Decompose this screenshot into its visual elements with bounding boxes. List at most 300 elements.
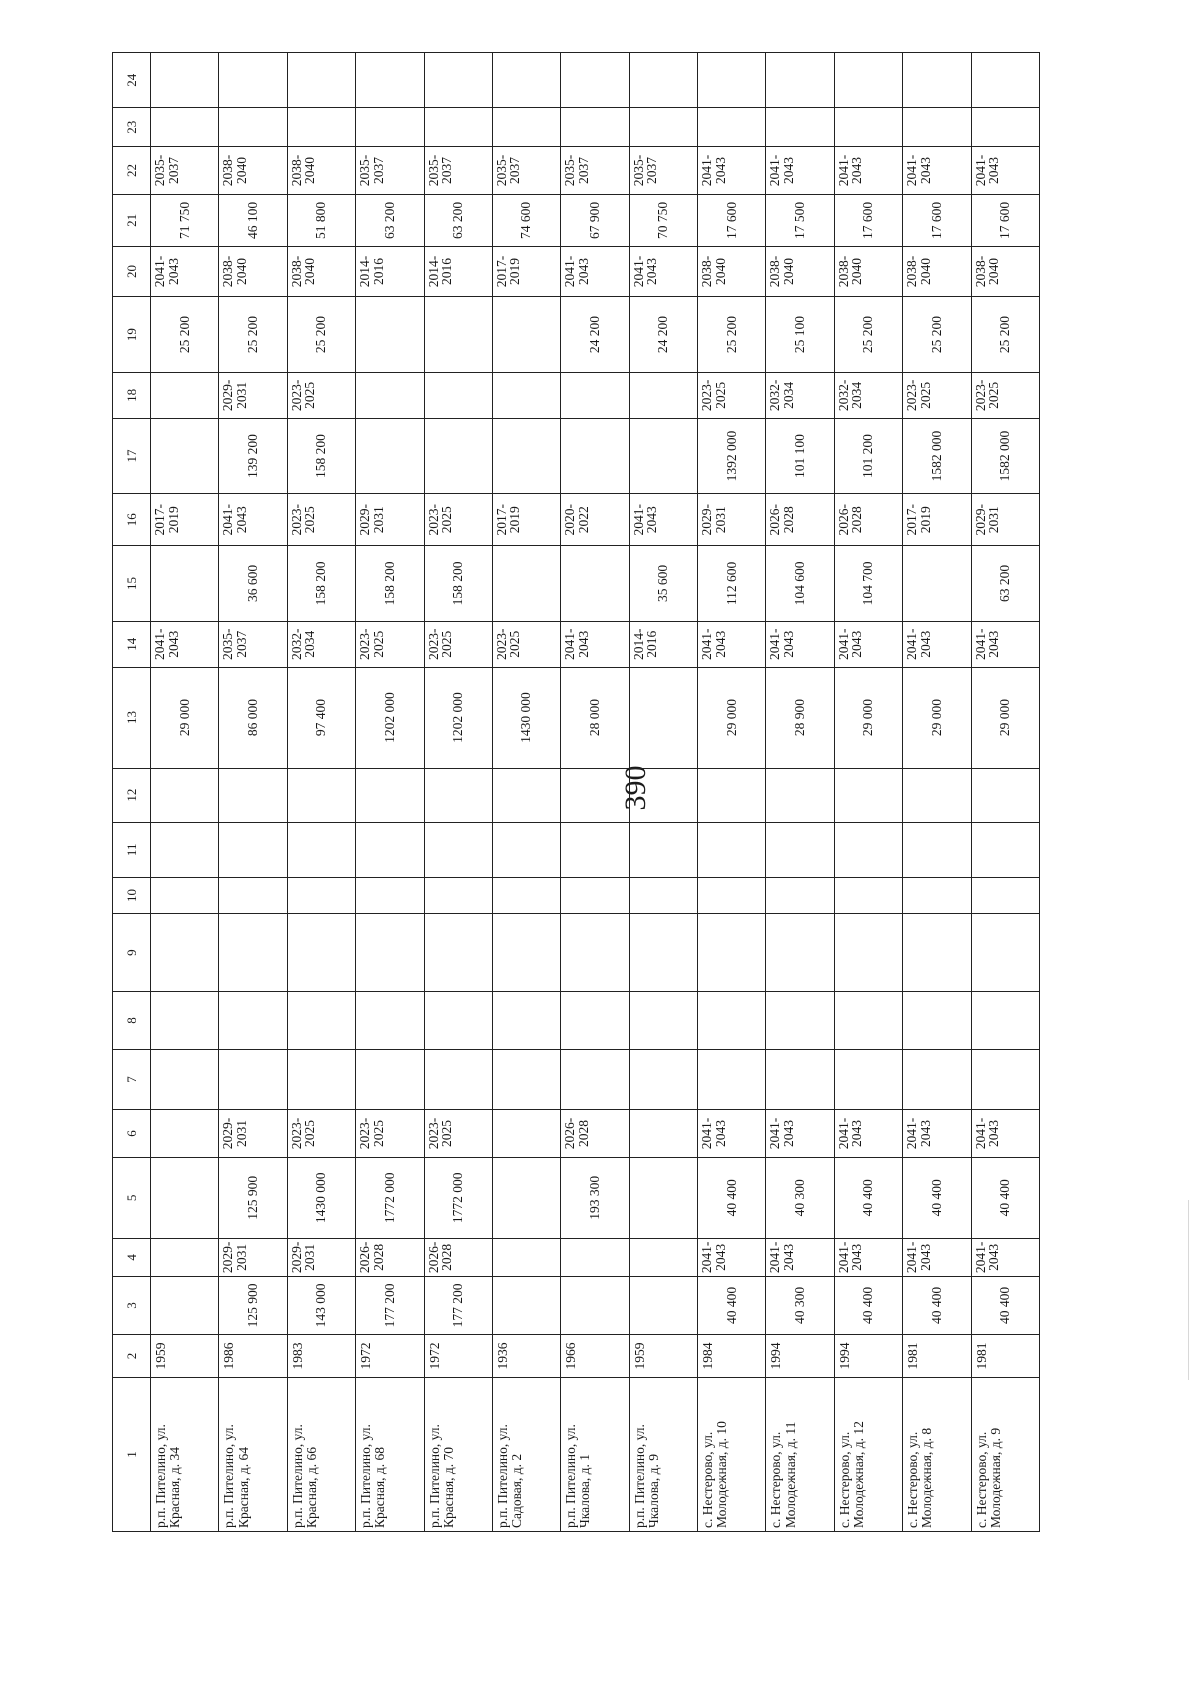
cell-col-11 (903, 822, 971, 877)
column-header-13: 13 (113, 667, 151, 768)
column-header-17: 17 (113, 418, 151, 494)
column-header-11: 11 (113, 822, 151, 877)
cell-col-10 (629, 877, 697, 913)
cell-col-19: 25 100 (766, 297, 834, 373)
cell-col-13: 29 000 (698, 667, 766, 768)
cell-col-19 (492, 297, 560, 373)
cell-col-15: 158 200 (287, 546, 355, 622)
register-table-rotated (112, 52, 1040, 1532)
cell-col-7 (698, 1049, 766, 1109)
cell-col-14: 2041-2043 (698, 621, 766, 667)
cell-col-19: 24 200 (561, 297, 629, 373)
cell-col-10 (492, 877, 560, 913)
cell-col-6: 2023-2025 (424, 1109, 492, 1157)
cell-col-10 (698, 877, 766, 913)
cell-col-20: 2038-2040 (219, 246, 287, 297)
cell-col-2: 1972 (424, 1334, 492, 1377)
address-cell: р.п. Пителино, ул. Красная, д. 68 (356, 1378, 424, 1532)
cell-col-17 (561, 418, 629, 494)
table-row (424, 53, 492, 1532)
cell-col-20: 2041-2043 (151, 246, 219, 297)
cell-col-17 (492, 418, 560, 494)
cell-col-7 (561, 1049, 629, 1109)
cell-col-8 (834, 992, 902, 1050)
cell-col-18 (424, 372, 492, 418)
cell-col-7 (287, 1049, 355, 1109)
cell-col-14: 2023-2025 (356, 621, 424, 667)
capital-repair-register-table (112, 52, 1040, 1532)
cell-col-4: 2041-2043 (971, 1238, 1040, 1276)
cell-col-10 (356, 877, 424, 913)
cell-col-13: 28 900 (766, 667, 834, 768)
address-cell: р.п. Пителино, ул. Красная, д. 34 (151, 1378, 219, 1532)
cell-col-5: 125 900 (219, 1158, 287, 1239)
cell-col-15: 36 600 (219, 546, 287, 622)
table-row (834, 53, 902, 1532)
cell-col-7 (766, 1049, 834, 1109)
cell-col-23 (356, 108, 424, 146)
cell-col-22: 2041-2043 (766, 146, 834, 194)
cell-col-2: 1936 (492, 1334, 560, 1377)
cell-col-22: 2035-2037 (492, 146, 560, 194)
cell-col-24 (834, 53, 902, 108)
cell-col-8 (561, 992, 629, 1050)
cell-col-21: 17 600 (971, 195, 1040, 247)
cell-col-22: 2041-2043 (903, 146, 971, 194)
cell-col-14: 2023-2025 (492, 621, 560, 667)
cell-col-17: 158 200 (287, 418, 355, 494)
cell-col-23 (629, 108, 697, 146)
cell-col-9 (971, 914, 1040, 992)
cell-col-17: 1392 000 (698, 418, 766, 494)
cell-col-20: 2038-2040 (903, 246, 971, 297)
cell-col-24 (561, 53, 629, 108)
cell-col-22: 2035-2037 (629, 146, 697, 194)
cell-col-16: 2029-2031 (698, 494, 766, 546)
cell-col-12 (424, 768, 492, 822)
table-row (561, 53, 629, 1532)
cell-col-11 (766, 822, 834, 877)
cell-col-11 (834, 822, 902, 877)
cell-col-3: 40 400 (971, 1277, 1040, 1335)
cell-col-8 (287, 992, 355, 1050)
table-row (151, 53, 219, 1532)
cell-col-21: 71 750 (151, 195, 219, 247)
cell-col-9 (424, 914, 492, 992)
cell-col-16: 2041-2043 (629, 494, 697, 546)
cell-col-22: 2038-2040 (287, 146, 355, 194)
cell-col-17 (151, 418, 219, 494)
cell-col-3: 40 400 (903, 1277, 971, 1335)
cell-col-23 (698, 108, 766, 146)
cell-col-9 (287, 914, 355, 992)
cell-col-22: 2041-2043 (834, 146, 902, 194)
cell-col-24 (971, 53, 1040, 108)
cell-col-24 (629, 53, 697, 108)
cell-col-19: 25 200 (287, 297, 355, 373)
cell-col-13: 29 000 (834, 667, 902, 768)
cell-col-17: 1582 000 (971, 418, 1040, 494)
table-row (698, 53, 766, 1532)
cell-col-6: 2041-2043 (903, 1109, 971, 1157)
cell-col-13: 29 000 (971, 667, 1040, 768)
cell-col-19 (424, 297, 492, 373)
cell-col-15: 104 700 (834, 546, 902, 622)
cell-col-9 (629, 914, 697, 992)
cell-col-14: 2041-2043 (766, 621, 834, 667)
column-header-2: 2 (113, 1334, 151, 1377)
cell-col-15: 158 200 (356, 546, 424, 622)
address-cell: с. Нестерово, ул. Молодежная, д. 8 (903, 1378, 971, 1532)
cell-col-11 (629, 822, 697, 877)
cell-col-23 (766, 108, 834, 146)
cell-col-5: 40 400 (903, 1158, 971, 1239)
cell-col-17 (629, 418, 697, 494)
cell-col-23 (903, 108, 971, 146)
cell-col-20: 2017-2019 (492, 246, 560, 297)
cell-col-3: 177 200 (424, 1277, 492, 1335)
cell-col-2: 1984 (698, 1334, 766, 1377)
cell-col-18 (151, 372, 219, 418)
cell-col-6 (492, 1109, 560, 1157)
cell-col-21: 63 200 (356, 195, 424, 247)
cell-col-8 (219, 992, 287, 1050)
cell-col-21: 70 750 (629, 195, 697, 247)
cell-col-23 (971, 108, 1040, 146)
cell-col-6: 2023-2025 (356, 1109, 424, 1157)
cell-col-24 (151, 53, 219, 108)
column-header-7: 7 (113, 1049, 151, 1109)
address-cell: с. Нестерово, ул. Молодежная, д. 11 (766, 1378, 834, 1532)
cell-col-5 (629, 1158, 697, 1239)
cell-col-9 (492, 914, 560, 992)
cell-col-17: 101 200 (834, 418, 902, 494)
cell-col-21: 46 100 (219, 195, 287, 247)
column-header-20: 20 (113, 246, 151, 297)
cell-col-21: 63 200 (424, 195, 492, 247)
cell-col-16: 2029-2031 (971, 494, 1040, 546)
cell-col-13: 86 000 (219, 667, 287, 768)
cell-col-12 (698, 768, 766, 822)
cell-col-20: 2038-2040 (698, 246, 766, 297)
address-cell: р.п. Пителино, ул. Чкалова, д. 1 (561, 1378, 629, 1532)
cell-col-2: 1983 (287, 1334, 355, 1377)
column-header-4: 4 (113, 1238, 151, 1276)
cell-col-8 (424, 992, 492, 1050)
cell-col-18 (629, 372, 697, 418)
cell-col-19: 25 200 (219, 297, 287, 373)
cell-col-16: 2023-2025 (424, 494, 492, 546)
cell-col-2: 1981 (903, 1334, 971, 1377)
cell-col-7 (834, 1049, 902, 1109)
cell-col-23 (492, 108, 560, 146)
cell-col-10 (834, 877, 902, 913)
cell-col-18 (561, 372, 629, 418)
cell-col-9 (698, 914, 766, 992)
cell-col-3 (629, 1277, 697, 1335)
cell-col-9 (834, 914, 902, 992)
address-cell: р.п. Пителино, ул. Красная, д. 64 (219, 1378, 287, 1532)
cell-col-13: 28 000 (561, 667, 629, 768)
cell-col-12 (219, 768, 287, 822)
cell-col-22: 2041-2043 (971, 146, 1040, 194)
cell-col-24 (903, 53, 971, 108)
cell-col-24 (698, 53, 766, 108)
column-header-23: 23 (113, 108, 151, 146)
cell-col-6: 2041-2043 (698, 1109, 766, 1157)
cell-col-4 (561, 1238, 629, 1276)
cell-col-17: 139 200 (219, 418, 287, 494)
cell-col-19 (356, 297, 424, 373)
cell-col-9 (903, 914, 971, 992)
cell-col-16: 2017-2019 (151, 494, 219, 546)
cell-col-12 (766, 768, 834, 822)
cell-col-18: 2023-2025 (971, 372, 1040, 418)
cell-col-3: 125 900 (219, 1277, 287, 1335)
cell-col-17: 1582 000 (903, 418, 971, 494)
cell-col-4: 2026-2028 (356, 1238, 424, 1276)
cell-col-4 (492, 1238, 560, 1276)
cell-col-6: 2029-2031 (219, 1109, 287, 1157)
cell-col-21: 51 800 (287, 195, 355, 247)
cell-col-3: 177 200 (356, 1277, 424, 1335)
cell-col-13 (629, 667, 697, 768)
cell-col-23 (151, 108, 219, 146)
cell-col-19: 25 200 (698, 297, 766, 373)
cell-col-16: 2029-2031 (356, 494, 424, 546)
cell-col-19: 24 200 (629, 297, 697, 373)
table-row (766, 53, 834, 1532)
cell-col-16: 2026-2028 (766, 494, 834, 546)
cell-col-6: 2041-2043 (971, 1109, 1040, 1157)
address-cell: с. Нестерово, ул. Молодежная, д. 12 (834, 1378, 902, 1532)
cell-col-2: 1966 (561, 1334, 629, 1377)
cell-col-3: 143 000 (287, 1277, 355, 1335)
cell-col-15: 63 200 (971, 546, 1040, 622)
cell-col-5: 40 300 (766, 1158, 834, 1239)
table-row (356, 53, 424, 1532)
table-row (903, 53, 971, 1532)
cell-col-11 (151, 822, 219, 877)
cell-col-9 (356, 914, 424, 992)
cell-col-18: 2023-2025 (698, 372, 766, 418)
column-header-3: 3 (113, 1277, 151, 1335)
cell-col-10 (766, 877, 834, 913)
cell-col-3: 40 400 (698, 1277, 766, 1335)
cell-col-11 (287, 822, 355, 877)
cell-col-19: 25 200 (971, 297, 1040, 373)
cell-col-5: 40 400 (971, 1158, 1040, 1239)
cell-col-12 (629, 768, 697, 822)
cell-col-4 (629, 1238, 697, 1276)
cell-col-2: 1981 (971, 1334, 1040, 1377)
cell-col-12 (561, 768, 629, 822)
cell-col-5 (151, 1158, 219, 1239)
cell-col-6: 2041-2043 (834, 1109, 902, 1157)
cell-col-2: 1986 (219, 1334, 287, 1377)
cell-col-10 (971, 877, 1040, 913)
column-header-15: 15 (113, 546, 151, 622)
cell-col-21: 67 900 (561, 195, 629, 247)
column-header-18: 18 (113, 372, 151, 418)
cell-col-15: 35 600 (629, 546, 697, 622)
column-header-5: 5 (113, 1158, 151, 1239)
cell-col-14: 2041-2043 (151, 621, 219, 667)
cell-col-4: 2041-2043 (834, 1238, 902, 1276)
cell-col-20: 2038-2040 (766, 246, 834, 297)
cell-col-23 (424, 108, 492, 146)
cell-col-24 (356, 53, 424, 108)
column-number-row (113, 53, 151, 1532)
cell-col-16: 2020-2022 (561, 494, 629, 546)
column-header-16: 16 (113, 494, 151, 546)
cell-col-22: 2041-2043 (698, 146, 766, 194)
address-cell: р.п. Пителино, ул. Красная, д. 70 (424, 1378, 492, 1532)
cell-col-11 (356, 822, 424, 877)
column-header-6: 6 (113, 1109, 151, 1157)
cell-col-10 (903, 877, 971, 913)
cell-col-8 (356, 992, 424, 1050)
address-cell: р.п. Пителино, ул. Чкалова, д. 9 (629, 1378, 697, 1532)
cell-col-5 (492, 1158, 560, 1239)
cell-col-15: 112 600 (698, 546, 766, 622)
cell-col-24 (492, 53, 560, 108)
cell-col-21: 17 600 (903, 195, 971, 247)
table-row (287, 53, 355, 1532)
cell-col-24 (287, 53, 355, 108)
cell-col-10 (151, 877, 219, 913)
column-header-1: 1 (113, 1378, 151, 1532)
cell-col-3 (561, 1277, 629, 1335)
cell-col-17 (356, 418, 424, 494)
cell-col-22: 2035-2037 (151, 146, 219, 194)
cell-col-7 (356, 1049, 424, 1109)
cell-col-22: 2035-2037 (356, 146, 424, 194)
address-cell: р.п. Пителино, ул. Садовая, д. 2 (492, 1378, 560, 1532)
cell-col-18 (356, 372, 424, 418)
cell-col-4: 2041-2043 (903, 1238, 971, 1276)
cell-col-9 (151, 914, 219, 992)
cell-col-11 (698, 822, 766, 877)
cell-col-18: 2032-2034 (766, 372, 834, 418)
cell-col-10 (561, 877, 629, 913)
cell-col-12 (151, 768, 219, 822)
cell-col-16: 2026-2028 (834, 494, 902, 546)
cell-col-23 (834, 108, 902, 146)
cell-col-16: 2017-2019 (492, 494, 560, 546)
cell-col-23 (287, 108, 355, 146)
table-row (492, 53, 560, 1532)
cell-col-22: 2035-2037 (424, 146, 492, 194)
cell-col-8 (698, 992, 766, 1050)
cell-col-4: 2041-2043 (698, 1238, 766, 1276)
cell-col-9 (561, 914, 629, 992)
cell-col-15 (561, 546, 629, 622)
cell-col-13: 29 000 (903, 667, 971, 768)
cell-col-23 (219, 108, 287, 146)
scan-edge-mark (1188, 1200, 1189, 1380)
cell-col-12 (834, 768, 902, 822)
cell-col-15: 158 200 (424, 546, 492, 622)
cell-col-14: 2041-2043 (971, 621, 1040, 667)
cell-col-20: 2041-2043 (561, 246, 629, 297)
cell-col-18: 2023-2025 (903, 372, 971, 418)
cell-col-8 (903, 992, 971, 1050)
cell-col-8 (151, 992, 219, 1050)
cell-col-22: 2038-2040 (219, 146, 287, 194)
cell-col-4: 2026-2028 (424, 1238, 492, 1276)
cell-col-20: 2038-2040 (834, 246, 902, 297)
cell-col-13: 97 400 (287, 667, 355, 768)
cell-col-14: 2014-2016 (629, 621, 697, 667)
cell-col-5: 40 400 (698, 1158, 766, 1239)
cell-col-2: 1959 (629, 1334, 697, 1377)
cell-col-4: 2041-2043 (766, 1238, 834, 1276)
table-row (629, 53, 697, 1532)
cell-col-13: 1430 000 (492, 667, 560, 768)
cell-col-9 (219, 914, 287, 992)
column-header-10: 10 (113, 877, 151, 913)
cell-col-3: 40 400 (834, 1277, 902, 1335)
cell-col-18: 2032-2034 (834, 372, 902, 418)
cell-col-14: 2041-2043 (903, 621, 971, 667)
cell-col-17 (424, 418, 492, 494)
cell-col-7 (492, 1049, 560, 1109)
cell-col-5: 193 300 (561, 1158, 629, 1239)
cell-col-15 (492, 546, 560, 622)
cell-col-18 (492, 372, 560, 418)
cell-col-6: 2026-2028 (561, 1109, 629, 1157)
address-cell: р.п. Пителино, ул. Красная, д. 66 (287, 1378, 355, 1532)
column-header-21: 21 (113, 195, 151, 247)
cell-col-6 (629, 1109, 697, 1157)
cell-col-14: 2035-2037 (219, 621, 287, 667)
cell-col-5: 1772 000 (356, 1158, 424, 1239)
cell-col-11 (219, 822, 287, 877)
cell-col-4: 2029-2031 (287, 1238, 355, 1276)
cell-col-7 (971, 1049, 1040, 1109)
address-cell: с. Нестерово, ул. Молодежная, д. 10 (698, 1378, 766, 1532)
cell-col-17: 101 100 (766, 418, 834, 494)
cell-col-3: 40 300 (766, 1277, 834, 1335)
cell-col-21: 17 600 (698, 195, 766, 247)
cell-col-6: 2023-2025 (287, 1109, 355, 1157)
cell-col-8 (766, 992, 834, 1050)
page-number: 390 (619, 765, 652, 811)
cell-col-14: 2032-2034 (287, 621, 355, 667)
cell-col-24 (219, 53, 287, 108)
address-cell: с. Нестерово, ул. Молодежная, д. 9 (971, 1378, 1040, 1532)
cell-col-5: 40 400 (834, 1158, 902, 1239)
cell-col-24 (424, 53, 492, 108)
cell-col-7 (629, 1049, 697, 1109)
cell-col-18: 2023-2025 (287, 372, 355, 418)
cell-col-8 (629, 992, 697, 1050)
column-header-19: 19 (113, 297, 151, 373)
register-table-frame (112, 52, 1040, 1532)
column-header-9: 9 (113, 914, 151, 992)
cell-col-9 (766, 914, 834, 992)
cell-col-14: 2023-2025 (424, 621, 492, 667)
cell-col-23 (561, 108, 629, 146)
cell-col-12 (356, 768, 424, 822)
cell-col-4 (151, 1238, 219, 1276)
cell-col-16: 2017-2019 (903, 494, 971, 546)
cell-col-16: 2041-2043 (219, 494, 287, 546)
cell-col-15 (151, 546, 219, 622)
cell-col-12 (287, 768, 355, 822)
column-header-24: 24 (113, 53, 151, 108)
